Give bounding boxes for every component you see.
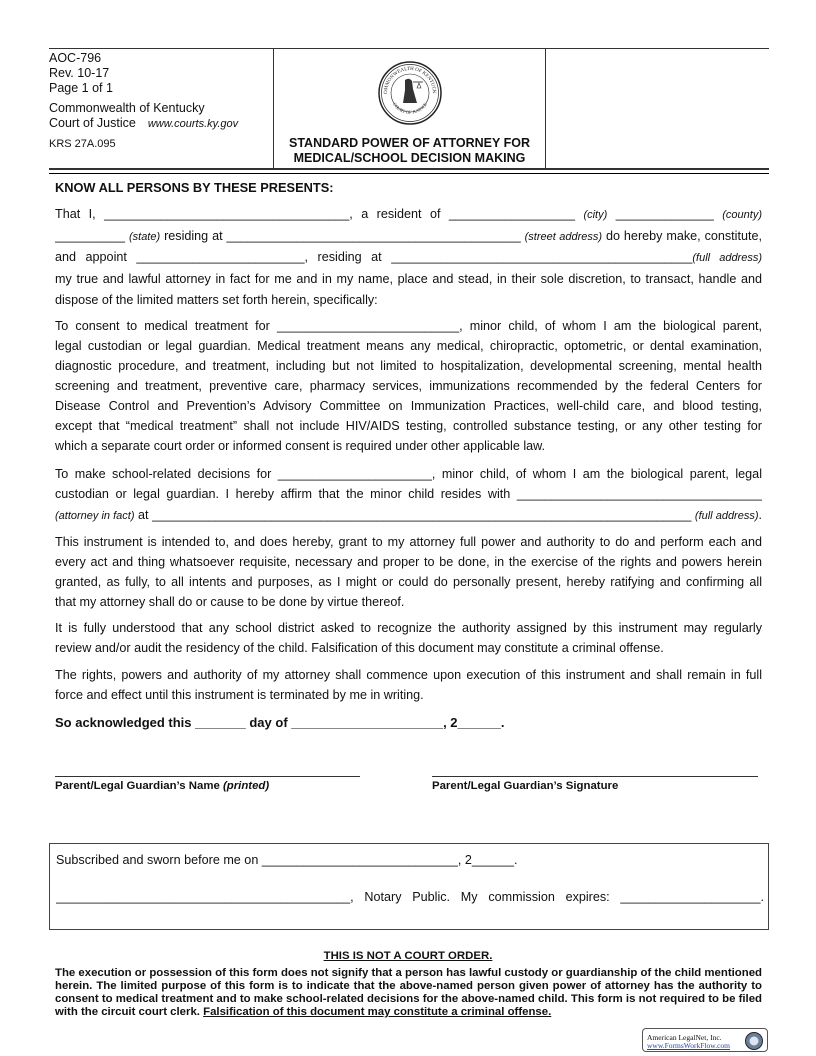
- revision: Rev. 10-17: [49, 66, 110, 80]
- disclaimer-text: The execution or possession of this form does not signify that a person has lawful custody or guardianship of the child mentioned herein. The limited purpose of this form is to indicate that the above-named person given power of attorney has the authority to consent to medical treatment and to make school-related decisions for the above-named child. This form is not required to be filed with the circuit court clerk.: [55, 967, 762, 1018]
- field-hint: (county): [722, 209, 762, 221]
- body-line: [55, 595, 762, 609]
- top-rule: [49, 48, 769, 49]
- body-text: dispose of the limited matters set forth herein, specifically:: [55, 293, 378, 307]
- body-text: To make school-related decisions for ______________________, minor child, of whom I am the biological parent, legal: [55, 467, 762, 481]
- body-text: It is fully understood that any school district asked to recognize the authority assigned by this instrument may regularly: [55, 621, 762, 635]
- body-text: and appoint ________________________, residing at ___________________________________________: [55, 250, 693, 264]
- body-text: To consent to medical treatment for __________________________, minor child, of whom I am the biological parent,: [55, 319, 762, 333]
- header-rule: [49, 173, 769, 174]
- body-text: at _____________________________________________________________________________: [134, 508, 695, 522]
- not-court-order-notice: THIS IS NOT A COURT ORDER.: [323, 950, 493, 962]
- body-text: granted, as fully, to all intents and purposes, as I might or could do personally present, hereby ratifying and confirming all: [55, 575, 762, 589]
- signature-label: Parent/Legal Guardian’s Signature: [432, 780, 619, 792]
- body-text: which a separate court order or informed consent is required under other applicable law.: [55, 439, 546, 453]
- statute: KRS 27A.095: [49, 138, 116, 150]
- form-number: AOC-796: [49, 51, 102, 65]
- falsification-warning: Falsification of this document may constitute a criminal offense.: [203, 1006, 552, 1018]
- intro-heading: KNOW ALL PERSONS BY THESE PRESENTS:: [55, 180, 334, 195]
- body-text: that my attorney shall do or cause to be done by virtue thereof.: [55, 595, 405, 609]
- body-line: [55, 555, 762, 569]
- body-line[interactable]: [55, 207, 762, 221]
- badge-name: American LegalNet, Inc.: [647, 1033, 722, 1042]
- field-hint: (attorney in fact): [55, 510, 135, 522]
- body-text: The rights, powers and authority of my attorney shall commence upon execution of this instrument and shall remain in full: [55, 668, 762, 682]
- body-line: [55, 668, 762, 682]
- court-seal-logo: [377, 60, 443, 126]
- notary-line[interactable]: __________________________________________, Notary Public. My commission expires: ____________________.: [56, 890, 764, 904]
- body-line: [55, 575, 762, 589]
- sworn-line[interactable]: Subscribed and sworn before me on ____________________________, 2______.: [56, 853, 518, 867]
- body-text: residing at __________________________________________: [160, 229, 525, 243]
- body-text: force and effect until this instrument is terminated by me in writing.: [55, 688, 424, 702]
- field-hint: (state): [128, 231, 161, 243]
- header-rule: [49, 168, 769, 170]
- body-line: [55, 535, 762, 549]
- court-line: [49, 116, 238, 132]
- page-number: Page 1 of 1: [49, 81, 113, 95]
- body-line: [55, 272, 762, 286]
- body-text: except that “medical treatment” shall not include HIV/AIDS testing, controlled substance testing, or any other testing for: [55, 419, 762, 433]
- body-line: [55, 359, 762, 373]
- body-text: every act and thing whatsoever requisite, necessary and proper to be done, in the exercise of the rights and powers herein: [55, 555, 762, 569]
- svg-text:COURT OF JUSTICE: COURT OF JUSTICE: [391, 101, 429, 115]
- american-legalnet-badge[interactable]: [642, 1028, 768, 1052]
- field-hint: (full address): [692, 252, 762, 264]
- body-line[interactable]: [55, 467, 762, 481]
- disclaimer: [55, 967, 762, 1019]
- body-line: [55, 688, 762, 702]
- jurisdiction: Commonwealth of Kentucky: [49, 101, 205, 115]
- badge-url[interactable]: www.FormsWorkFlow.com: [647, 1041, 731, 1050]
- body-line: [55, 399, 762, 413]
- form-info: [49, 51, 238, 152]
- body-text: __________: [55, 229, 129, 243]
- body-text: Disease Control and Prevention’s Advisory Committee on Immunization Practices, well-child care, and blood testing,: [55, 399, 762, 413]
- body-text: ______________: [607, 207, 723, 221]
- body-line: [55, 339, 762, 353]
- body-line: [55, 439, 762, 453]
- website: www.courts.ky.gov: [147, 118, 239, 130]
- signature-field[interactable]: [432, 776, 758, 777]
- body-line[interactable]: [55, 250, 762, 264]
- page-title: [274, 136, 545, 166]
- body-text: my true and lawful attorney in fact for me and in my name, place and stead, in their sole discretion, to transact, handle and: [55, 272, 762, 286]
- body-line[interactable]: [55, 229, 762, 243]
- printed-name-label: [55, 780, 269, 792]
- notary-box: [49, 843, 769, 930]
- body-text: review and/or audit the residency of the child. Falsification of this document may constitute a criminal offense.: [55, 641, 664, 655]
- body-text: legal custodian or legal guardian. Medical treatment means any medical, chiropractic, optometric, or dental examination,: [55, 339, 762, 353]
- body-line: [55, 379, 762, 393]
- body-text: custodian or legal guardian. I hereby affirm that the minor child resides with ___________________________________: [55, 487, 762, 501]
- body-line[interactable]: [55, 319, 762, 333]
- body-text: This instrument is intended to, and does hereby, grant to my attorney full power and authority to do and perform each and: [55, 535, 762, 549]
- court: Court of Justice: [49, 116, 136, 130]
- title-line: MEDICAL/SCHOOL DECISION MAKING: [293, 151, 526, 165]
- field-hint: (street address): [524, 231, 603, 243]
- globe-icon: [744, 1031, 764, 1051]
- header-divider: [545, 48, 546, 168]
- body-line: [55, 621, 762, 635]
- body-line: [55, 419, 762, 433]
- name-label-note: (printed): [222, 780, 270, 792]
- acknowledgment-line[interactable]: So acknowledged this _______ day of _____________________, 2______.: [55, 715, 505, 730]
- printed-name-field[interactable]: [55, 776, 360, 777]
- body-text: diagnostic procedure, and treatment, including but not limited to hospitalization, developmental screening, mental health: [55, 359, 762, 373]
- field-hint: (city): [583, 209, 608, 221]
- body-text: do hereby make, constitute,: [602, 229, 762, 243]
- body-text: .: [758, 508, 762, 522]
- body-text: screening and treatment, preventive care, pharmacy services, immunizations recommended by the federal Centers for: [55, 379, 762, 393]
- body-text: That I, ___________________________________, a resident of __________________: [55, 207, 584, 221]
- body-line[interactable]: [55, 508, 762, 522]
- name-label: Parent/Legal Guardian’s Name: [55, 780, 223, 792]
- body-line: [55, 293, 762, 307]
- field-hint: (full address): [694, 510, 759, 522]
- svg-text:COMMONWEALTH OF KENTUCKY: OMMONWEALTH OF KENTUCK: [383, 66, 437, 95]
- title-line: STANDARD POWER OF ATTORNEY FOR: [289, 136, 530, 150]
- body-line[interactable]: [55, 487, 762, 501]
- body-line: [55, 641, 762, 655]
